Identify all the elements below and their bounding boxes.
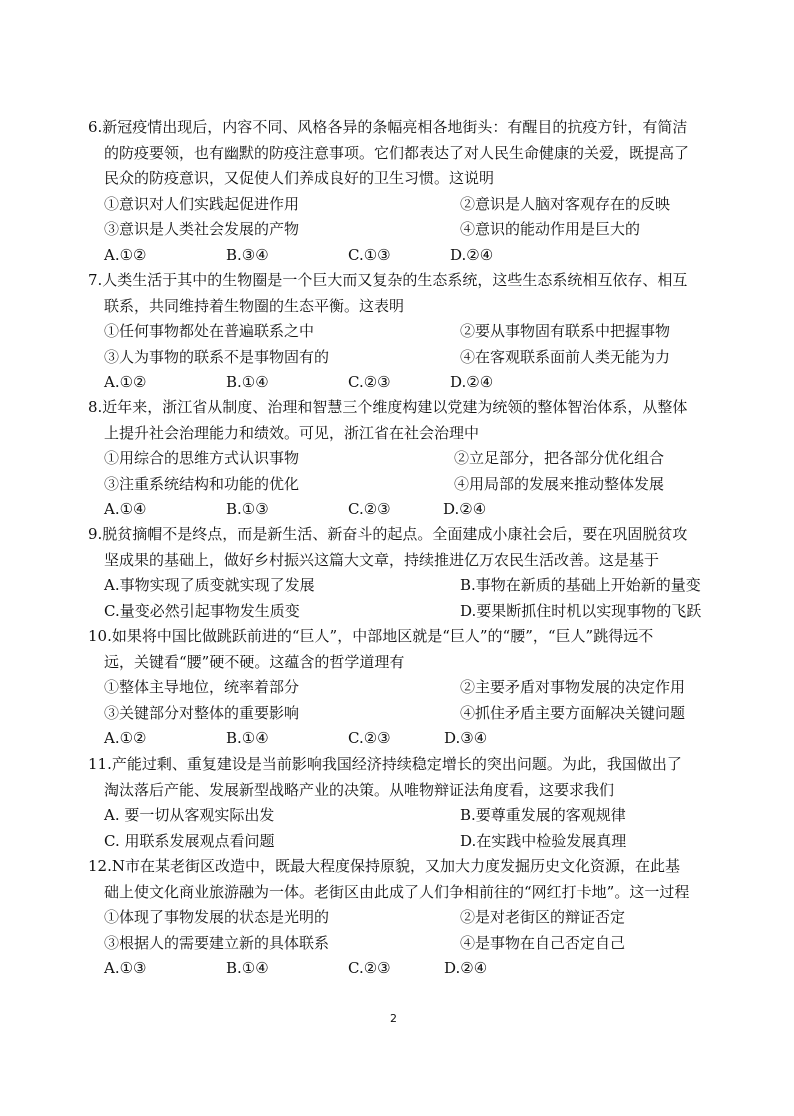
choice-a: A. 要一切从客观实际出发 (104, 806, 275, 824)
option-row (88, 956, 728, 982)
choice-d: D.要果断抓住时机以实现事物的飞跃 (460, 601, 702, 620)
question-stem-line: 9.脱贫摘帽不是终点，而是新生活、新奋斗的起点。全面建成小康社会后，要在巩固脱贫攻 (88, 525, 688, 543)
statement-row (88, 217, 728, 243)
question-6 (88, 115, 728, 268)
option-c: C.②③ (348, 373, 391, 391)
option-a: A.①② (104, 373, 147, 391)
choice-b: B.要尊重发展的客观规律 (460, 806, 626, 824)
question-stem-line: 民众的防疫意识，又促使人们养成良好的卫生习惯。这说明 (104, 169, 495, 187)
option-d: D.③④ (444, 729, 488, 747)
question-stem-line: 坚成果的基础上，做好乡村振兴这篇大文章，持续推进亿万农民生活改善。这是基于 (104, 550, 660, 569)
statement-1: ①任何事物都处在普遍联系之中 (104, 322, 315, 340)
question-stem-line: 12.N市在某老街区改造中，既最大程度保持原貌，又加大力度发掘历史文化资源，在此基 (88, 857, 680, 875)
statement-row (88, 192, 728, 218)
choice-a: A.事物实现了质变就实现了发展 (104, 576, 315, 594)
option-d: D.②④ (450, 245, 494, 264)
statement-3: ③意识是人类社会发展的产物 (104, 220, 300, 238)
question-stem-line: 8.近年来，浙江省从制度、治理和智慧三个维度构建以党建为统领的整体智治体系，从整体 (88, 398, 688, 416)
option-c: C.①③ (348, 245, 391, 264)
option-row (88, 243, 728, 269)
statement-4: ④抓住矛盾主要方面解决关键问题 (460, 703, 686, 722)
statement-3: ③注重系统结构和功能的优化 (104, 474, 300, 493)
choice-b: B.事物在新质的基础上开始新的量变 (460, 576, 701, 594)
statement-1: ①用综合的思维方式认识事物 (104, 449, 300, 467)
choice-row (88, 599, 728, 625)
choice-c: C.量变必然引起事物发生质变 (104, 601, 300, 620)
question-stem-line: 远，关键看“腰”硬不硬。这蕴含的哲学道理有 (104, 652, 405, 671)
option-b: B.③④ (226, 245, 269, 264)
option-a: A.①④ (104, 500, 147, 518)
statement-3: ③根据人的需要建立新的具体联系 (104, 933, 330, 952)
statement-row (88, 675, 728, 701)
option-a: A.①② (104, 729, 147, 747)
statement-row (88, 345, 728, 371)
page-number: 2 (390, 1012, 397, 1025)
statement-4: ④在客观联系面前人类无能为力 (460, 347, 671, 366)
statement-row (88, 319, 728, 345)
question-stem-line: 10.如果将中国比做跳跃前进的“巨人”，中部地区就是“巨人”的“腰”，“巨人”跳得远不 (88, 627, 654, 645)
statement-4: ④是事物在自己否定自己 (460, 933, 626, 952)
question-stem-line: 上提升社会治理能力和绩效。可见，浙江省在社会治理中 (104, 423, 480, 442)
option-c: C.②③ (348, 729, 391, 747)
statement-2: ②要从事物固有联系中把握事物 (460, 322, 671, 340)
statement-row (88, 701, 728, 727)
option-d: D.②④ (443, 500, 487, 518)
choice-row (88, 803, 728, 829)
question-12 (88, 854, 728, 982)
option-b: B.①④ (226, 729, 269, 747)
option-a: A.①② (104, 245, 147, 264)
statement-row (88, 931, 728, 957)
statement-4: ④意识的能动作用是巨大的 (460, 220, 641, 238)
question-8 (88, 395, 728, 523)
question-stem-line: 础上使文化商业旅游融为一体。老街区由此成了人们争相前往的“网红打卡地”。这一过程 (104, 882, 690, 901)
choice-row (88, 573, 728, 599)
option-row (88, 726, 728, 752)
statement-row (88, 446, 728, 472)
question-stem-line: 6.新冠疫情出现后，内容不同、风格各异的条幅亮相各地街头：有醒目的抗疫方针，有简洁 (88, 118, 688, 136)
statement-1: ①意识对人们实践起促进作用 (104, 194, 300, 213)
option-c: C.②③ (348, 500, 391, 518)
statement-1: ①整体主导地位，统率着部分 (104, 678, 300, 696)
question-9 (88, 522, 728, 624)
option-row (88, 497, 728, 523)
statement-2: ②是对老街区的辩证否定 (460, 908, 626, 926)
option-b: B.①④ (226, 959, 269, 977)
option-d: D.②④ (444, 959, 488, 977)
choice-c: C. 用联系发展观点看问题 (104, 831, 275, 850)
option-b: B.①④ (226, 373, 269, 391)
question-stem-line: 淘汰落后产能、发展新型战略产业的决策。从唯物辩证法角度看，这要求我们 (104, 780, 615, 799)
question-10 (88, 624, 728, 752)
statement-2: ②意识是人脑对客观存在的反映 (460, 194, 671, 213)
statement-4: ④用局部的发展来推动整体发展 (454, 474, 665, 493)
question-stem-line: 的防疫要领，也有幽默的防疫注意事项。它们都表达了对人民生命健康的关爱，既提高了 (104, 143, 690, 162)
question-stem-line: 联系，共同维持着生物圈的生态平衡。这表明 (104, 296, 405, 315)
option-d: D.②④ (450, 373, 494, 391)
question-stem-line: 7.人类生活于其中的生物圈是一个巨大而又复杂的生态系统，这些生态系统相互依存、相互 (88, 271, 688, 289)
question-stem-line: 11.产能过剩、重复建设是当前影响我国经济持续稳定增长的突出问题。为此，我国做出了 (88, 755, 682, 773)
statement-3: ③人为事物的联系不是事物固有的 (104, 347, 330, 366)
statement-row (88, 905, 728, 931)
option-a: A.①③ (104, 959, 147, 977)
option-row (88, 370, 728, 396)
choice-row (88, 829, 728, 855)
question-7 (88, 268, 728, 396)
statement-2: ②立足部分，把各部分优化组合 (454, 449, 665, 467)
choice-d: D.在实践中检验发展真理 (460, 831, 627, 850)
question-11 (88, 752, 728, 854)
option-c: C.②③ (348, 959, 391, 977)
statement-1: ①体现了事物发展的状态是光明的 (104, 908, 330, 926)
statement-2: ②主要矛盾对事物发展的决定作用 (460, 678, 686, 696)
option-b: B.①③ (226, 500, 269, 518)
statement-3: ③关键部分对整体的重要影响 (104, 703, 300, 722)
statement-row (88, 472, 728, 498)
